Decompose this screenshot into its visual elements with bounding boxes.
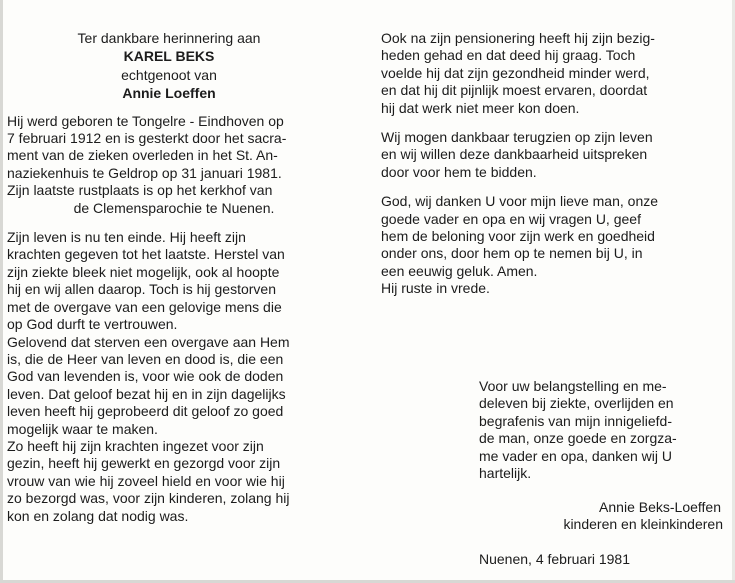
text-line: begrafenis van mijn innigeliefd- <box>479 412 672 429</box>
text-line: met de overgave van een gelovige mens die <box>7 298 282 315</box>
retirement-paragraph <box>381 30 721 117</box>
intro-line: Ter dankbare herinnering aan <box>77 30 261 46</box>
text-line: op God durft te vertrouwen. <box>7 316 178 333</box>
text-line: Zijn laatste rustplaats is op het kerkhof van <box>7 182 273 199</box>
text-line: mogelijk waar te maken. <box>7 420 158 437</box>
signature-family: kinderen en kleinkinderen <box>563 516 723 533</box>
text-line: God van levenden is, voor wie ook de doden <box>7 368 284 385</box>
text-line: en wij willen deze dankbaarheid uitspreken <box>381 146 648 163</box>
text-line: Hij werd geboren te Tongelre - Eindhoven op <box>7 112 284 129</box>
text-line: 7 februari 1912 en is gesterkt door het sacra- <box>7 130 287 147</box>
text-line: hij en wij allen daarop. Toch is hij gestorven <box>7 281 277 298</box>
place-date: Nuenen, 4 februari 1981 <box>479 551 630 567</box>
text-line: de man, onze goede en zorgza- <box>479 430 677 447</box>
text-line: hij dat werk niet meer kon doen. <box>381 99 580 116</box>
text-line: en dat hij dit pijnlijk moest ervaren, doordat <box>381 82 648 99</box>
thanks-paragraph <box>479 378 723 482</box>
signature-block <box>525 499 723 534</box>
text-line: door voor hem te bidden. <box>381 163 537 180</box>
text-line: leven heeft hij geprobeerd dit geloof zo goed <box>7 403 284 420</box>
text-line: Gelovend dat sterven een overgave aan Hem <box>7 333 290 350</box>
faith-paragraph <box>7 334 341 438</box>
text-line: leven. Dat geloof bezat hij en in zijn dagelijks <box>7 385 286 402</box>
deceased-name: KAREL BEKS <box>123 48 215 65</box>
text-line: God, wij danken U voor mijn lieve man, onze <box>381 193 659 210</box>
birth-death-paragraph <box>7 113 341 217</box>
text-line: naziekenhuis te Geldrop op 31 januari 1981. <box>7 164 282 181</box>
right-column <box>381 30 721 298</box>
gratitude-paragraph <box>381 129 721 181</box>
text-line: Zijn leven is nu ten einde. Hij heeft zijn <box>7 229 246 246</box>
text-line: voelde hij dat zijn gezondheid minder werd, <box>381 64 650 81</box>
text-line: is, die de Heer van leven en dood is, die een <box>7 350 284 367</box>
text-line: deleven bij ziekte, overlijden en <box>479 395 674 412</box>
text-line: gezin, heeft hij gewerkt en gezorgd voor zijn <box>7 455 281 472</box>
text-line: heden gehad en dat deed hij graag. Toch <box>381 47 636 64</box>
family-paragraph <box>7 438 341 525</box>
life-paragraph <box>7 229 341 333</box>
text-line: zijn ziekte bleek niet mogelijk, ook al hoopte <box>7 263 280 280</box>
text-line: goede vader en opa en wij vragen U, geef <box>381 210 641 227</box>
rest-in-peace-line: Hij ruste in vrede. <box>381 280 490 297</box>
spouse-name: Annie Loeffen <box>122 85 216 102</box>
prayer-paragraph <box>381 193 721 297</box>
text-line: vrouw van wie hij zoveel hield en voor wie hij <box>7 472 285 489</box>
signature-name: Annie Beks-Loeffen <box>599 499 721 515</box>
text-line: kon en zolang dat nodig was. <box>7 507 189 524</box>
text-line: Voor uw belangstelling en me- <box>479 378 667 394</box>
text-line: de Clemensparochie te Nuenen. <box>73 199 275 216</box>
spouse-line: echtgenoot van <box>121 66 217 83</box>
left-column <box>7 30 341 525</box>
text-line: me vader en opa, danken wij U <box>479 447 672 464</box>
text-line: ment van de zieken overleden in het St. An- <box>7 147 278 164</box>
text-line: onder ons, door hem op te nemen bij U, in <box>381 245 643 262</box>
text-line: krachten gegeven tot het laatste. Herstel van <box>7 246 285 263</box>
text-line: Zo heeft hij zijn krachten ingezet voor zijn <box>7 437 264 454</box>
text-line: hem de beloning voor zijn werk en goedheid <box>381 228 655 245</box>
text-line: een eeuwig geluk. Amen. <box>381 262 538 279</box>
text-line: Ook na zijn pensionering heeft hij zijn bezig- <box>381 30 655 46</box>
text-line: hartelijk. <box>479 465 532 482</box>
text-line: Wij mogen dankbaar terugzien op zijn leven <box>381 129 653 146</box>
text-line: zo bezorgd was, voor zijn kinderen, zolang hij <box>7 490 290 507</box>
